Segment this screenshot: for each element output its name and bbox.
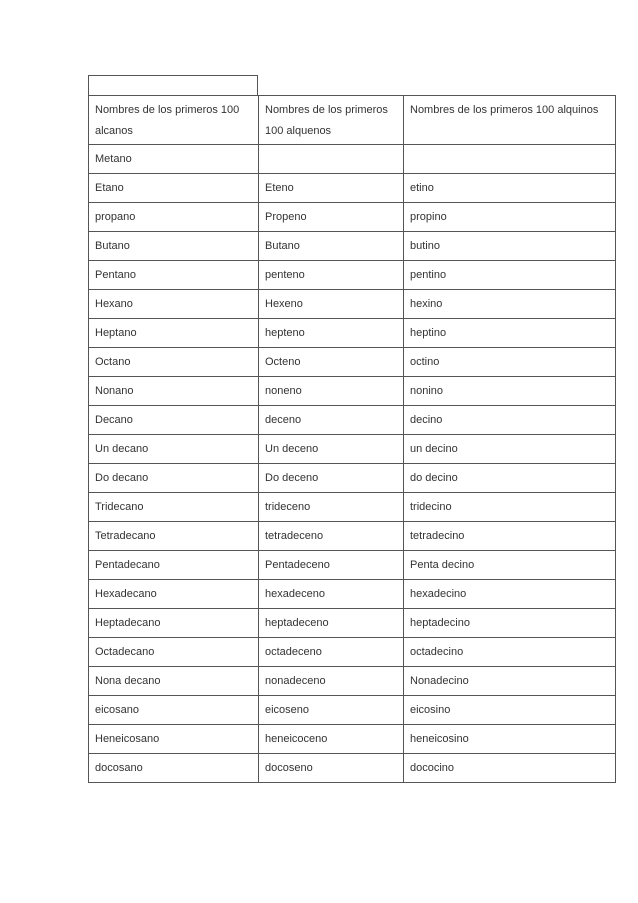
table-row <box>89 609 616 638</box>
alqueno-cell: Un deceno <box>259 435 404 464</box>
alqueno-cell: octadeceno <box>259 638 404 667</box>
table-row <box>89 493 616 522</box>
alquino-cell: tridecino <box>404 493 616 522</box>
table-row <box>89 203 616 232</box>
table-row <box>89 261 616 290</box>
alcano-cell: Tetradecano <box>89 522 259 551</box>
alqueno-cell: hepteno <box>259 319 404 348</box>
alcano-cell: docosano <box>89 754 259 783</box>
alquino-cell: tetradecino <box>404 522 616 551</box>
alqueno-cell: hexadeceno <box>259 580 404 609</box>
table-row <box>89 290 616 319</box>
alqueno-cell: eicoseno <box>259 696 404 725</box>
alquino-cell: heneicosino <box>404 725 616 754</box>
table-header-row <box>89 96 616 145</box>
table-row <box>89 725 616 754</box>
alquino-cell: eicosino <box>404 696 616 725</box>
alqueno-cell <box>259 145 404 174</box>
hydrocarbon-names-table <box>88 95 616 783</box>
alqueno-cell: Propeno <box>259 203 404 232</box>
alcano-cell: Tridecano <box>89 493 259 522</box>
table-row <box>89 580 616 609</box>
alquino-cell: heptadecino <box>404 609 616 638</box>
table-row <box>89 696 616 725</box>
alqueno-cell: trideceno <box>259 493 404 522</box>
alqueno-cell: docoseno <box>259 754 404 783</box>
alquino-cell <box>404 145 616 174</box>
alquino-cell: dococino <box>404 754 616 783</box>
table-row <box>89 435 616 464</box>
alcano-cell: Decano <box>89 406 259 435</box>
alquino-cell: Penta decino <box>404 551 616 580</box>
alcano-cell: Do decano <box>89 464 259 493</box>
alqueno-cell: deceno <box>259 406 404 435</box>
alcano-cell: Un decano <box>89 435 259 464</box>
alqueno-cell: tetradeceno <box>259 522 404 551</box>
table-row <box>89 522 616 551</box>
alcano-cell: Nonano <box>89 377 259 406</box>
alcano-cell: Butano <box>89 232 259 261</box>
alquino-cell: octadecino <box>404 638 616 667</box>
alqueno-cell: Butano <box>259 232 404 261</box>
alquino-cell: butino <box>404 232 616 261</box>
table-row <box>89 348 616 377</box>
table-row <box>89 638 616 667</box>
alquino-cell: octino <box>404 348 616 377</box>
alcano-cell: Heneicosano <box>89 725 259 754</box>
alcano-cell: Etano <box>89 174 259 203</box>
alquino-cell: un decino <box>404 435 616 464</box>
alqueno-cell: Eteno <box>259 174 404 203</box>
alquino-cell: propino <box>404 203 616 232</box>
alqueno-cell: Do deceno <box>259 464 404 493</box>
empty-header-cell <box>88 75 258 95</box>
alcano-cell: Heptano <box>89 319 259 348</box>
alquino-cell: hexadecino <box>404 580 616 609</box>
table-row <box>89 174 616 203</box>
table-row <box>89 667 616 696</box>
header-alquinos: Nombres de los primeros 100 alquinos <box>404 96 616 145</box>
alqueno-cell: Pentadeceno <box>259 551 404 580</box>
table-row <box>89 145 616 174</box>
alqueno-cell: nonadeceno <box>259 667 404 696</box>
alcano-cell: Metano <box>89 145 259 174</box>
alquino-cell: Nonadecino <box>404 667 616 696</box>
alcano-cell: Pentadecano <box>89 551 259 580</box>
alcano-cell: Octano <box>89 348 259 377</box>
table-row <box>89 377 616 406</box>
alcano-cell: Nona decano <box>89 667 259 696</box>
table-row <box>89 551 616 580</box>
alquino-cell: hexino <box>404 290 616 319</box>
alcano-cell: Octadecano <box>89 638 259 667</box>
alcano-cell: Hexano <box>89 290 259 319</box>
alqueno-cell: Hexeno <box>259 290 404 319</box>
alqueno-cell: penteno <box>259 261 404 290</box>
table-row <box>89 232 616 261</box>
table-row <box>89 406 616 435</box>
alquino-cell: do decino <box>404 464 616 493</box>
table-row <box>89 319 616 348</box>
table-body <box>89 96 616 783</box>
alquino-cell: pentino <box>404 261 616 290</box>
alcano-cell: eicosano <box>89 696 259 725</box>
alqueno-cell: Octeno <box>259 348 404 377</box>
alquino-cell: nonino <box>404 377 616 406</box>
alqueno-cell: noneno <box>259 377 404 406</box>
alqueno-cell: heneicoceno <box>259 725 404 754</box>
alqueno-cell: heptadeceno <box>259 609 404 638</box>
alcano-cell: Hexadecano <box>89 580 259 609</box>
alcano-cell: propano <box>89 203 259 232</box>
header-alquenos: Nombres de los primeros 100 alquenos <box>259 96 404 145</box>
header-alcanos: Nombres de los primeros 100 alcanos <box>89 96 259 145</box>
alquino-cell: etino <box>404 174 616 203</box>
alquino-cell: decino <box>404 406 616 435</box>
table-row <box>89 464 616 493</box>
alcano-cell: Heptadecano <box>89 609 259 638</box>
alcano-cell: Pentano <box>89 261 259 290</box>
table-row <box>89 754 616 783</box>
alquino-cell: heptino <box>404 319 616 348</box>
